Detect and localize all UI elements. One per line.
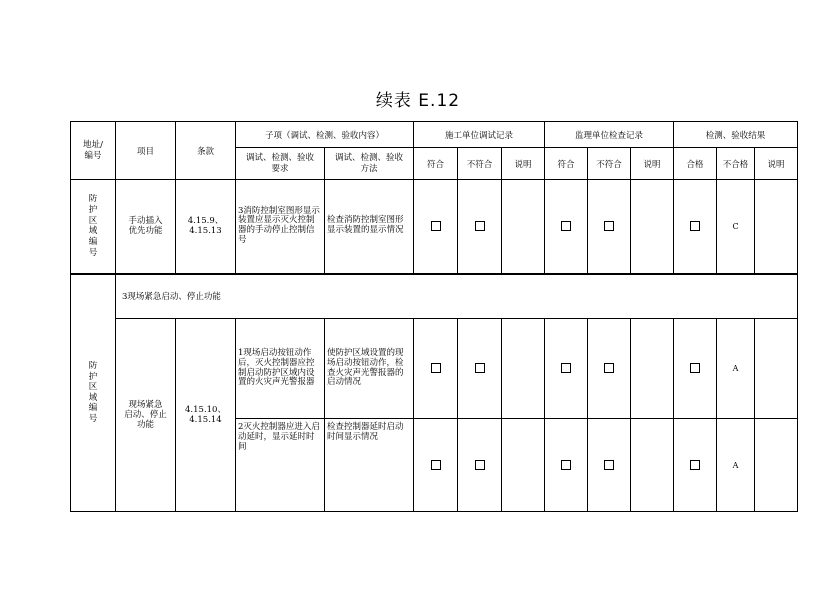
method-cell: 检查消防控制室图形显示装置的显示情况 [325, 180, 414, 274]
clause-cell: 4.15.10、 4.15.14 [176, 319, 236, 512]
checkbox[interactable] [690, 363, 700, 373]
header-clause: 条款 [176, 122, 236, 180]
checkbox-cell[interactable] [588, 180, 631, 274]
checkbox-cell[interactable] [674, 419, 717, 512]
checkbox-cell[interactable] [674, 319, 717, 419]
requirement-cell: 3消防控制室图形显示装置应显示灭火控制器的手动停止控制信号 [236, 180, 325, 274]
header-method: 调试、检测、验收 方法 [325, 148, 414, 180]
requirement-cell: 2灭火控制器应进入启动延时，显示延时时间 [236, 419, 325, 512]
note-cell [755, 319, 798, 419]
item-cell: 现场紧急 启动、停止 功能 [116, 319, 176, 512]
checkbox[interactable] [431, 221, 441, 231]
note-cell [502, 180, 545, 274]
clause-cell: 4.15.9、 4.15.13 [176, 180, 236, 274]
checkbox-cell[interactable] [414, 319, 458, 419]
header-construction-record: 施工单位调试记录 [414, 122, 545, 148]
header-conform: 符合 [414, 148, 458, 180]
checkbox[interactable] [475, 460, 485, 470]
header-requirement: 调试、检测、验收 要求 [236, 148, 325, 180]
method-cell: 使防护区域设置的现场启动按钮动作，检查火灾声光警报器的启动情况 [325, 319, 414, 419]
header-location: 地址/ 编号 [71, 122, 116, 180]
header-note: 说明 [502, 148, 545, 180]
checkbox-cell[interactable] [545, 319, 588, 419]
checkbox[interactable] [561, 460, 571, 470]
checkbox[interactable] [690, 460, 700, 470]
checkbox-cell[interactable] [588, 419, 631, 512]
header-conform: 符合 [545, 148, 588, 180]
method-cell: 检查控制器延时启动时间显示情况 [325, 419, 414, 512]
header-result: 检测、验收结果 [674, 122, 798, 148]
note-cell [755, 419, 798, 512]
item-cell: 手动插入 优先功能 [116, 180, 176, 274]
note-cell [631, 180, 674, 274]
checkbox[interactable] [604, 363, 614, 373]
checkbox[interactable] [475, 363, 485, 373]
checkbox[interactable] [561, 221, 571, 231]
header-item: 项目 [116, 122, 176, 180]
checkbox-cell[interactable] [458, 180, 502, 274]
note-cell [755, 180, 798, 274]
note-cell [631, 319, 674, 419]
header-note: 说明 [755, 148, 798, 180]
checkbox[interactable] [604, 460, 614, 470]
checkbox[interactable] [475, 221, 485, 231]
header-nonconform: 不符合 [588, 148, 631, 180]
checkbox-cell[interactable] [458, 319, 502, 419]
header-note: 说明 [631, 148, 674, 180]
result-mark: A [717, 319, 755, 419]
header-pass: 合格 [674, 148, 717, 180]
checkbox-cell[interactable] [545, 419, 588, 512]
checkbox[interactable] [690, 221, 700, 231]
result-mark: A [717, 419, 755, 512]
page-title: 续表 E.12 [375, 91, 461, 111]
header-nonconform: 不符合 [458, 148, 502, 180]
result-mark: C [717, 180, 755, 274]
location-cell: 防 护 区 域 编 号 [71, 274, 116, 512]
note-cell [502, 419, 545, 512]
header-sub-item: 子项（调试、检测、验收内容） [236, 122, 414, 148]
checkbox-cell[interactable] [414, 180, 458, 274]
location-cell: 防 护 区 域 编 号 [71, 180, 116, 274]
requirement-cell: 1现场启动按钮动作后，灭火控制器应控制启动防护区域内设置的火灾声光警报器 [236, 319, 325, 419]
checkbox[interactable] [604, 221, 614, 231]
checkbox-cell[interactable] [674, 180, 717, 274]
checkbox[interactable] [431, 363, 441, 373]
note-cell [502, 319, 545, 419]
checkbox-cell[interactable] [545, 180, 588, 274]
header-fail: 不合格 [717, 148, 755, 180]
checkbox-cell[interactable] [588, 319, 631, 419]
note-cell [631, 419, 674, 512]
checkbox-cell[interactable] [414, 419, 458, 512]
checkbox-cell[interactable] [458, 419, 502, 512]
section-heading: 3现场紧急启动、停止功能 [116, 274, 798, 319]
checkbox[interactable] [431, 460, 441, 470]
inspection-table [70, 121, 798, 512]
header-supervision-record: 监理单位检查记录 [545, 122, 674, 148]
checkbox[interactable] [561, 363, 571, 373]
